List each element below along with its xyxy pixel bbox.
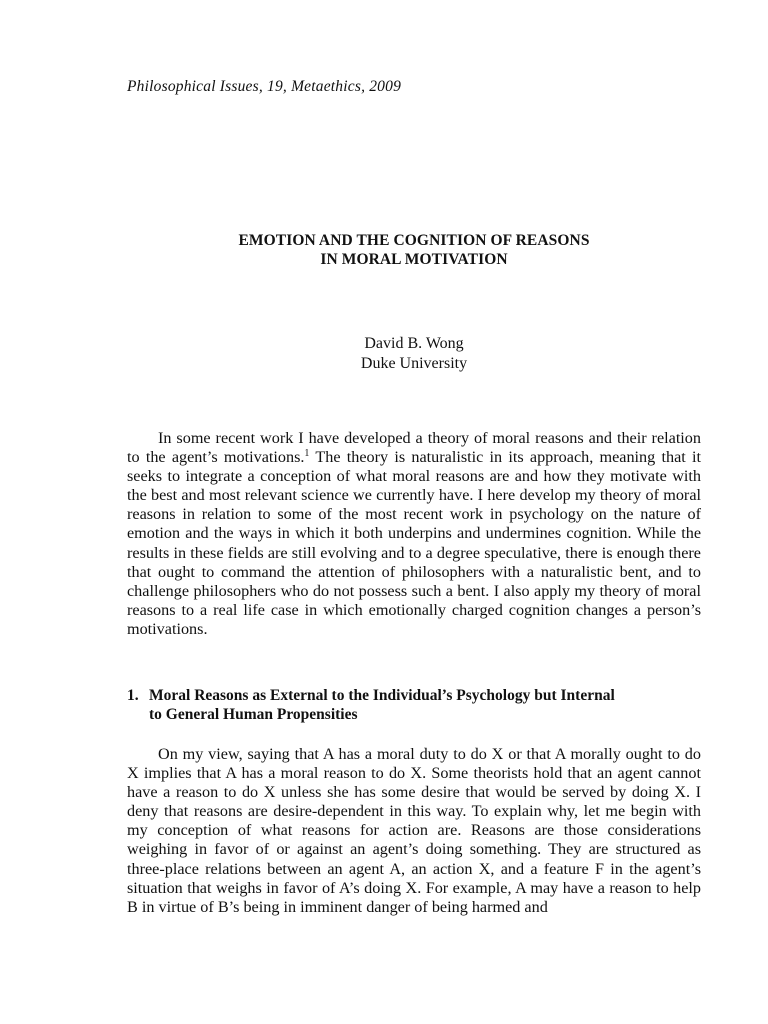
intro-paragraph (127, 429, 701, 639)
intro-text-after-note: The theory is naturalistic in its approach, meaning that it seeks to integrate a conception of what moral reasons are and how they motivate with the best and most relevant science we currently have. I here develop my theory of moral reasons in relation to some of the most recent work in psychology on the nature of emotion and the ways in which it both underpins and undermines cognition. While the results in these fields are still evolving and to a degree speculative, there is enough there that ought to command the attention of philosophers with a naturalistic bent, and to challenge philosophers who do not possess such a bent. I also apply my theory of moral reasons to a real life case in which emotionally charged cognition changes a person’s motivations. (127, 448, 701, 638)
author-block (0, 334, 768, 373)
author-name: David B. Wong (364, 335, 464, 352)
section-1-paragraph: On my view, saying that A has a moral duty to do X or that A morally ought to do X implies that A has a moral reason to do X. Some theorists hold that an agent cannot have a reason to do X unless she has some desire that would be served by doing X. I deny that reasons are desire-dependent in this way. To explain why, let me begin with my conception of what reasons for action are. Reasons are those considerations weighing in favor of or against an agent’s doing something. They are structured as three-place relations between an agent A, an action X, and a feature F in the agent’s situation that weighs in favor of A’s doing X. For example, A may have a reason to help B in virtue of B’s being in imminent danger of being harmed and (127, 745, 701, 916)
section-heading-1 (127, 686, 707, 724)
section-heading-line-1: Moral Reasons as External to the Individual’s Psychology but Internal (149, 687, 615, 704)
article-title-line-1: EMOTION AND THE COGNITION OF REASONS (238, 232, 590, 249)
footnote-marker-1[interactable]: 1 (304, 448, 310, 460)
author-affiliation: Duke University (360, 354, 468, 372)
intro-text-before-note: In some recent work I have developed a theory of moral reasons and their relation to the agent’s motivations. (127, 429, 701, 467)
section-heading-line-2: to General Human Propensities (149, 706, 358, 723)
article-title (0, 231, 768, 269)
article-title-line-2: IN MORAL MOTIVATION (320, 251, 508, 268)
running-head: Philosophical Issues, 19, Metaethics, 2009 (127, 78, 402, 95)
section-number: 1. (127, 687, 139, 704)
